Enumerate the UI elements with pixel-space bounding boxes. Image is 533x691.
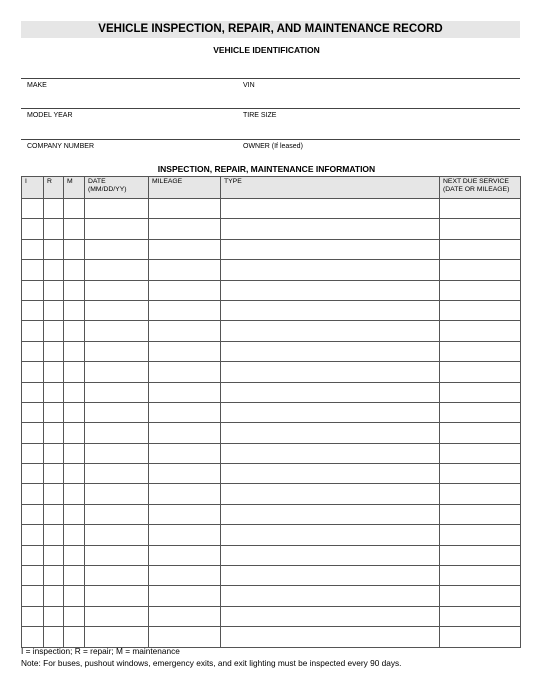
- table-cell[interactable]: [221, 586, 440, 606]
- table-row: [22, 566, 521, 586]
- table-cell[interactable]: [22, 362, 44, 382]
- table-cell[interactable]: [44, 300, 64, 320]
- table-row: [22, 586, 521, 606]
- table-cell[interactable]: [440, 484, 521, 504]
- note-text: Note: For buses, pushout windows, emergency exits, and exit lighting must be inspected every 90 days.: [21, 658, 402, 668]
- table-cell[interactable]: [85, 239, 149, 259]
- table-cell[interactable]: [221, 525, 440, 545]
- table-cell[interactable]: [64, 280, 85, 300]
- table-cell[interactable]: [85, 280, 149, 300]
- table-cell[interactable]: [149, 341, 221, 361]
- table-cell[interactable]: [64, 545, 85, 565]
- table-header-row: [22, 177, 521, 199]
- table-cell[interactable]: [85, 402, 149, 422]
- table-cell[interactable]: [44, 402, 64, 422]
- table-cell[interactable]: [22, 525, 44, 545]
- table-cell[interactable]: [85, 341, 149, 361]
- table-cell[interactable]: [221, 566, 440, 586]
- table-cell[interactable]: [44, 525, 64, 545]
- table-row: [22, 464, 521, 484]
- company-number-label: COMPANY NUMBER: [27, 143, 95, 150]
- make-label: MAKE: [27, 82, 47, 89]
- table-cell[interactable]: [85, 321, 149, 341]
- table-cell[interactable]: [44, 606, 64, 626]
- table-cell[interactable]: [221, 545, 440, 565]
- table-cell[interactable]: [440, 525, 521, 545]
- col-repair: R: [44, 177, 64, 199]
- table-cell[interactable]: [221, 464, 440, 484]
- table-cell[interactable]: [221, 362, 440, 382]
- table-cell[interactable]: [85, 525, 149, 545]
- table-cell[interactable]: [440, 239, 521, 259]
- table-cell[interactable]: [440, 504, 521, 524]
- table-cell[interactable]: [221, 280, 440, 300]
- table-row: [22, 504, 521, 524]
- table-cell[interactable]: [85, 219, 149, 239]
- table-cell[interactable]: [149, 402, 221, 422]
- col-maintenance: M: [64, 177, 85, 199]
- table-cell[interactable]: [44, 443, 64, 463]
- table-cell[interactable]: [440, 566, 521, 586]
- table-cell[interactable]: [149, 504, 221, 524]
- table-cell[interactable]: [221, 606, 440, 626]
- table-cell[interactable]: [44, 566, 64, 586]
- table-cell[interactable]: [22, 423, 44, 443]
- table-row: [22, 484, 521, 504]
- table-cell[interactable]: [64, 199, 85, 219]
- table-cell[interactable]: [440, 219, 521, 239]
- table-cell[interactable]: [64, 219, 85, 239]
- table-cell[interactable]: [22, 280, 44, 300]
- table-row: [22, 300, 521, 320]
- table-cell[interactable]: [85, 627, 149, 647]
- table-cell[interactable]: [22, 321, 44, 341]
- table-body: [22, 199, 521, 648]
- table-cell[interactable]: [22, 341, 44, 361]
- tire-size-label: TIRE SIZE: [243, 112, 277, 119]
- table-cell[interactable]: [221, 341, 440, 361]
- table-cell[interactable]: [221, 219, 440, 239]
- table-cell[interactable]: [44, 280, 64, 300]
- table-cell[interactable]: [64, 627, 85, 647]
- table-cell[interactable]: [149, 566, 221, 586]
- table-cell[interactable]: [85, 566, 149, 586]
- table-cell[interactable]: [44, 464, 64, 484]
- table-cell[interactable]: [44, 504, 64, 524]
- table-cell[interactable]: [22, 443, 44, 463]
- inspection-log-table: [21, 176, 521, 648]
- table-cell[interactable]: [440, 199, 521, 219]
- table-cell[interactable]: [440, 341, 521, 361]
- table-cell[interactable]: [440, 627, 521, 647]
- table-cell[interactable]: [221, 504, 440, 524]
- make-vin-row: [21, 78, 520, 93]
- table-cell[interactable]: [22, 402, 44, 422]
- table-cell[interactable]: [221, 382, 440, 402]
- table-cell[interactable]: [64, 566, 85, 586]
- table-cell[interactable]: [64, 606, 85, 626]
- table-cell[interactable]: [440, 280, 521, 300]
- form-title: VEHICLE INSPECTION, REPAIR, AND MAINTENANCE RECORD: [21, 21, 520, 38]
- owner-label: OWNER (If leased): [243, 143, 303, 150]
- table-cell[interactable]: [44, 321, 64, 341]
- table-cell[interactable]: [22, 219, 44, 239]
- table-cell[interactable]: [44, 484, 64, 504]
- table-cell[interactable]: [149, 321, 221, 341]
- table-cell[interactable]: [64, 341, 85, 361]
- table-cell[interactable]: [22, 627, 44, 647]
- table-cell[interactable]: [221, 321, 440, 341]
- table-cell[interactable]: [440, 382, 521, 402]
- table-cell[interactable]: [44, 545, 64, 565]
- table-cell[interactable]: [22, 239, 44, 259]
- table-cell[interactable]: [22, 545, 44, 565]
- table-cell[interactable]: [149, 219, 221, 239]
- table-cell[interactable]: [22, 606, 44, 626]
- table-cell[interactable]: [64, 464, 85, 484]
- table-cell[interactable]: [221, 627, 440, 647]
- table-cell[interactable]: [440, 443, 521, 463]
- table-row: [22, 525, 521, 545]
- table-cell[interactable]: [149, 199, 221, 219]
- table-cell[interactable]: [85, 260, 149, 280]
- table-cell[interactable]: [64, 443, 85, 463]
- model-year-tire-row: [21, 108, 520, 123]
- table-cell[interactable]: [64, 321, 85, 341]
- table-cell[interactable]: [440, 321, 521, 341]
- table-cell[interactable]: [64, 586, 85, 606]
- table-cell[interactable]: [85, 300, 149, 320]
- table-row: [22, 321, 521, 341]
- table-row: [22, 606, 521, 626]
- vin-label: VIN: [243, 82, 255, 89]
- table-cell[interactable]: [85, 382, 149, 402]
- col-type: TYPE: [221, 177, 440, 199]
- table-cell[interactable]: [440, 423, 521, 443]
- model-year-label: MODEL YEAR: [27, 112, 73, 119]
- table-cell[interactable]: [64, 300, 85, 320]
- col-next-due-service: NEXT DUE SERVICE (DATE OR MILEAGE): [440, 177, 521, 199]
- table-cell[interactable]: [64, 362, 85, 382]
- table-cell[interactable]: [44, 362, 64, 382]
- table-cell[interactable]: [149, 627, 221, 647]
- table-cell[interactable]: [85, 504, 149, 524]
- table-cell[interactable]: [64, 525, 85, 545]
- table-row: [22, 423, 521, 443]
- table-cell[interactable]: [44, 199, 64, 219]
- table-cell[interactable]: [44, 341, 64, 361]
- table-cell[interactable]: [44, 423, 64, 443]
- table-row: [22, 362, 521, 382]
- table-cell[interactable]: [64, 423, 85, 443]
- table-cell[interactable]: [64, 484, 85, 504]
- table-cell[interactable]: [85, 586, 149, 606]
- table-cell[interactable]: [22, 260, 44, 280]
- vehicle-identification-heading: VEHICLE IDENTIFICATION: [213, 45, 320, 55]
- table-cell[interactable]: [221, 239, 440, 259]
- table-cell[interactable]: [149, 260, 221, 280]
- table-row: [22, 402, 521, 422]
- table-cell[interactable]: [440, 362, 521, 382]
- table-cell[interactable]: [44, 260, 64, 280]
- table-row: [22, 627, 521, 647]
- table-row: [22, 280, 521, 300]
- table-cell[interactable]: [64, 260, 85, 280]
- table-cell[interactable]: [221, 402, 440, 422]
- table-cell[interactable]: [85, 545, 149, 565]
- table-row: [22, 199, 521, 219]
- company-owner-row: [21, 139, 520, 154]
- table-cell[interactable]: [44, 586, 64, 606]
- table-cell[interactable]: [440, 260, 521, 280]
- table-cell[interactable]: [22, 300, 44, 320]
- table-cell[interactable]: [64, 239, 85, 259]
- table-cell[interactable]: [85, 484, 149, 504]
- table-cell[interactable]: [85, 362, 149, 382]
- table-cell[interactable]: [22, 484, 44, 504]
- table-cell[interactable]: [440, 300, 521, 320]
- legend-text: I = inspection; R = repair; M = maintenance: [21, 646, 180, 656]
- col-mileage: MILEAGE: [149, 177, 221, 199]
- table-cell[interactable]: [149, 280, 221, 300]
- table-cell[interactable]: [22, 586, 44, 606]
- table-cell[interactable]: [149, 382, 221, 402]
- table-cell[interactable]: [149, 484, 221, 504]
- table-row: [22, 341, 521, 361]
- table-cell[interactable]: [64, 382, 85, 402]
- table-cell[interactable]: [149, 443, 221, 463]
- table-cell[interactable]: [22, 382, 44, 402]
- table-cell[interactable]: [44, 627, 64, 647]
- table-row: [22, 443, 521, 463]
- table-cell[interactable]: [44, 239, 64, 259]
- table-cell[interactable]: [85, 423, 149, 443]
- table-cell[interactable]: [149, 606, 221, 626]
- table-cell[interactable]: [221, 484, 440, 504]
- table-cell[interactable]: [149, 586, 221, 606]
- table-cell[interactable]: [440, 606, 521, 626]
- table-cell[interactable]: [85, 199, 149, 219]
- table-cell[interactable]: [64, 402, 85, 422]
- table-cell[interactable]: [22, 566, 44, 586]
- table-cell[interactable]: [64, 504, 85, 524]
- table-cell[interactable]: [221, 423, 440, 443]
- table-cell[interactable]: [221, 300, 440, 320]
- table-cell[interactable]: [149, 464, 221, 484]
- col-date: DATE (MM/DD/YY): [85, 177, 149, 199]
- table-cell[interactable]: [149, 423, 221, 443]
- table-cell[interactable]: [44, 219, 64, 239]
- table-row: [22, 382, 521, 402]
- table-cell[interactable]: [440, 402, 521, 422]
- table-cell[interactable]: [221, 260, 440, 280]
- table-cell[interactable]: [85, 464, 149, 484]
- table-cell[interactable]: [221, 443, 440, 463]
- table-row: [22, 545, 521, 565]
- table-cell[interactable]: [44, 382, 64, 402]
- table-cell[interactable]: [85, 443, 149, 463]
- inspection-section-heading: INSPECTION, REPAIR, MAINTENANCE INFORMATION: [157, 164, 376, 174]
- table-cell[interactable]: [85, 606, 149, 626]
- table-cell[interactable]: [22, 199, 44, 219]
- table-cell[interactable]: [149, 525, 221, 545]
- table-cell[interactable]: [22, 504, 44, 524]
- table-cell[interactable]: [149, 300, 221, 320]
- table-row: [22, 260, 521, 280]
- table-cell[interactable]: [440, 545, 521, 565]
- table-cell[interactable]: [440, 464, 521, 484]
- table-cell[interactable]: [149, 545, 221, 565]
- table-cell[interactable]: [149, 362, 221, 382]
- table-row: [22, 219, 521, 239]
- table-row: [22, 239, 521, 259]
- table-cell[interactable]: [440, 586, 521, 606]
- col-inspection: I: [22, 177, 44, 199]
- table-cell[interactable]: [221, 199, 440, 219]
- table-cell[interactable]: [22, 464, 44, 484]
- table-cell[interactable]: [149, 239, 221, 259]
